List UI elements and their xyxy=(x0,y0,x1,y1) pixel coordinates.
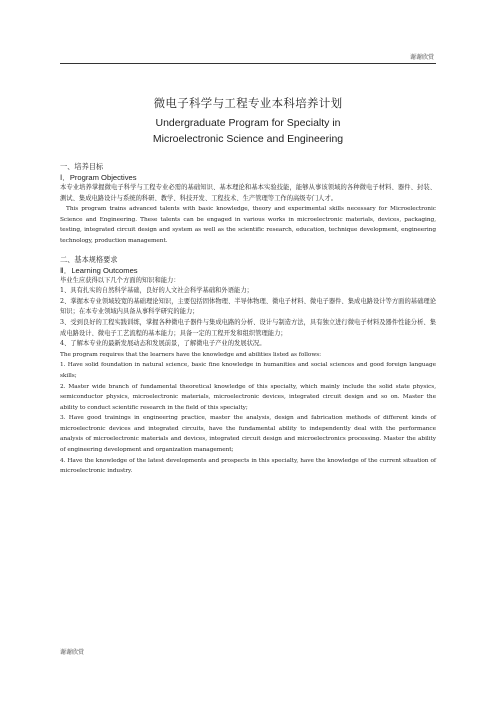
outcome-item-cn-4: 4、了解本专业的最新发展动态和发展前景，了解微电子产业的发展状况。 xyxy=(60,340,266,348)
outcome-item-en-2: 2. Master wide branch of fundamental theoretical knowledge of this specialty, which mainly include the solid state physics, semiconductor physics, microelectronic materials, microelectronic devices, integrated circuit design and so on. Master the ability to conduct scientific research in the field of this specialty; xyxy=(60,383,436,411)
header-note: 谢谢欣赏 xyxy=(409,54,434,61)
section2-intro-cn: 毕业生应获得以下几个方面的知识和能力： xyxy=(60,276,180,284)
outcome-item-cn-2: 2、掌握本专业领域较宽的基础理论知识，主要包括固体物理、半导体物理、微电子材料、微电子器件、集成电路设计等方面的基础理论知识；在本专业领域内具备从事科学研究的能力； xyxy=(60,297,436,316)
section1-text-cn: 本专业培养掌握微电子科学与工程专业必需的基础知识、基本理论和基本实验技能，能够从事该领域的各种微电子材料、器件、封装、测试、集成电路设计与系统的科研、教学、科技开发、工程技术、生产管理等工作的高级专门人才。 xyxy=(60,184,436,202)
page-title-cn: 微电子科学与工程专业本科培养计划 xyxy=(153,96,343,110)
section2-intro-en: The program requires that the learners have the knowledge and abilities listed as follows: xyxy=(60,351,322,358)
outcome-item-en-3: 3. Have good trainings in engineering practice, master the analysis, design and fabrication methods of different kinds of microelectronic devices and integrated circuits, have the fundamental ability to independently deal with the performance analysis of microelectronic materials and devices, integrated circuit design and microelectronics processing. Master the ability of engineering development and organization management; xyxy=(60,415,436,454)
outcome-item-en-1: 1. Have solid foundation in natural science, basic fine knowledge in humanities and social sciences and good foreign language skills; xyxy=(60,362,436,379)
outcome-item-cn-1: 1、具有扎实的自然科学基础，良好的人文社会科学基础和外语能力； xyxy=(60,287,253,295)
section2-heading-en: Ⅱ．Learning Outcomes xyxy=(60,265,138,275)
section1-heading-en: Ⅰ．Program Objectives xyxy=(60,173,137,182)
outcome-item-en-4: 4. Have the knowledge of the latest developments and prospects in this specialty, have the knowledge of the current situation of microelectronic industry. xyxy=(60,457,436,475)
footer-note: 谢谢欣赏 xyxy=(60,649,85,656)
outcome-item-cn-3: 3、受到良好的工程实践训练，掌握各种微电子器件与集成电路的分析、设计与制造方法，具有独立进行微电子材料及器件性能分析、集成电路设计、微电子工艺流程的基本能力；具备一定的工程开发和组织管理能力； xyxy=(60,318,436,337)
section1-text-en: This program trains advanced talents with basic knowledge, theory and experimental skills necessary for Microelectronic Science and Engineering. These talents can be engaged in various works in microelectronic materials, devices, packaging, testing, integrated circuit design and system as well as the scientific research, education, technique development, engineering technology, production management. xyxy=(60,206,436,244)
header-rule xyxy=(60,63,436,64)
page-title-en-line2: Microelectronic Science and Engineering xyxy=(152,133,344,145)
page-title-en-line1: Undergraduate Program for Specialty in xyxy=(155,117,341,129)
document-body xyxy=(60,160,436,477)
section1-heading-cn: 一、培养目标 xyxy=(60,162,104,171)
section2-heading-cn: 二、基本规格要求 xyxy=(60,254,118,264)
